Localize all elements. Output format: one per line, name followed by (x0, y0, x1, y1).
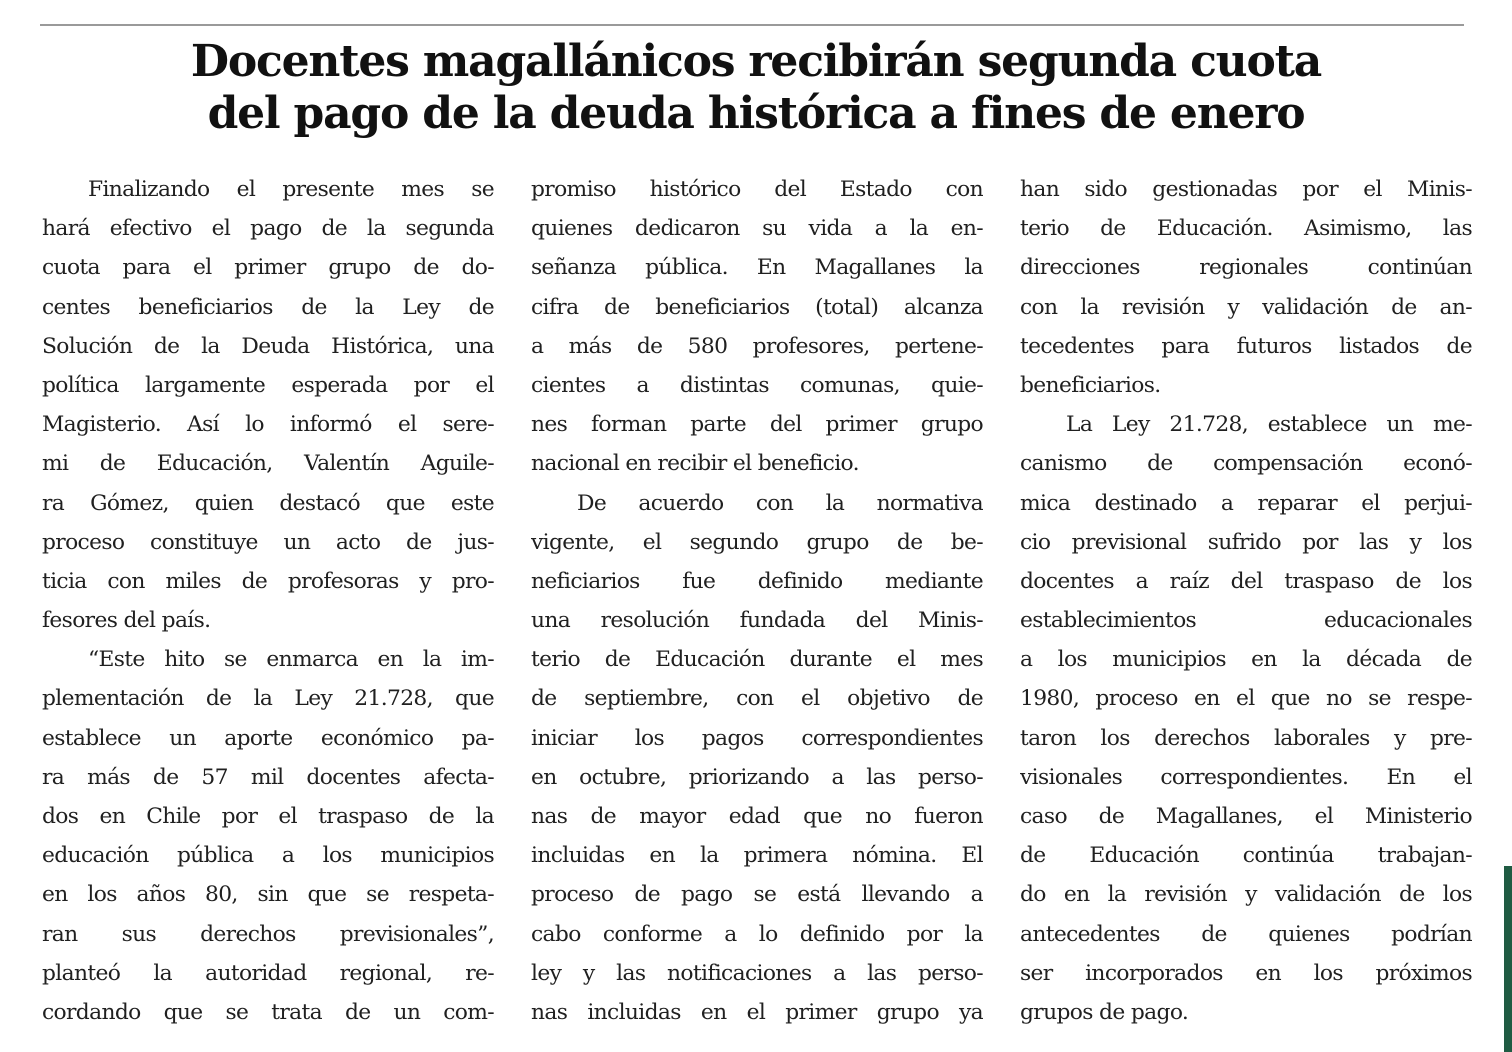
text-line: cifra de beneficiarios (total) alcanza (531, 294, 983, 320)
text-line: do en la revisión y validación de los (1020, 882, 1472, 908)
text-line: centes beneficiarios de la Ley de (42, 294, 494, 320)
text-line: establece un aporte económico pa- (42, 725, 494, 751)
text-line: establecimientos educacionales (1020, 608, 1472, 634)
text-line: taron los derechos laborales y pre- (1020, 725, 1472, 751)
text-line: proceso constituye un acto de jus- (42, 529, 494, 555)
text-line: señanza pública. En Magallanes la (531, 255, 983, 281)
text-line: terio de Educación durante el mes (531, 647, 983, 673)
text-line: visionales correspondientes. En el (1020, 764, 1472, 790)
text-line: cuota para el primer grupo de do- (42, 255, 494, 281)
text-line: planteó la autoridad regional, re- (42, 960, 494, 986)
text-line: a los municipios en la década de (1020, 647, 1472, 673)
text-line: terio de Educación. Asimismo, las (1020, 216, 1472, 242)
text-line: cabo conforme a lo definido por la (531, 921, 983, 947)
text-line: fesores del país. (42, 608, 211, 634)
text-line: promiso histórico del Estado con (531, 177, 983, 202)
text-line: canismo de compensación econó- (1020, 451, 1472, 477)
text-line: de Educación continúa trabajan- (1020, 843, 1472, 869)
text-line: de septiembre, con el objetivo de (531, 686, 983, 712)
text-line: nas de mayor edad que no fueron (531, 804, 983, 829)
text-line: una resolución fundada del Minis- (531, 608, 983, 634)
top-rule (40, 24, 1464, 26)
text-line: ser incorporados en los próximos (1020, 960, 1472, 986)
text-line: 1980, proceso en el que no se respe- (1020, 686, 1472, 712)
article-column-3 (1020, 170, 1472, 1032)
text-line: hará efectivo el pago de la segunda (42, 216, 494, 242)
text-line: en los años 80, sin que se respeta- (42, 882, 494, 908)
text-line: ley y las notificaciones a las perso- (531, 960, 983, 986)
text-line: ra Gómez, quien destacó que este (42, 490, 494, 516)
text-line: en octubre, priorizando a las perso- (531, 764, 983, 790)
text-line: grupos de pago. (1020, 999, 1189, 1025)
text-line: vigente, el segundo grupo de be- (531, 529, 983, 555)
text-line: nacional en recibir el beneficio. (531, 451, 859, 477)
text-line: han sido gestionadas por el Minis- (1020, 177, 1472, 202)
text-line: política largamente esperada por el (42, 372, 494, 398)
text-line: mica destinado a reparar el perjui- (1020, 490, 1472, 516)
text-line: La Ley 21.728, establece un me- (1066, 412, 1472, 438)
article-column-1 (42, 170, 494, 1032)
text-line: direcciones regionales continúan (1020, 255, 1472, 281)
text-line: neficiarios fue definido mediante (531, 568, 983, 594)
headline (40, 36, 1472, 140)
text-line: mi de Educación, Valentín Aguile- (42, 451, 494, 477)
article-column-2 (531, 170, 983, 1032)
text-line: caso de Magallanes, el Ministerio (1020, 804, 1472, 829)
text-line: cordando que se trata de un com- (42, 999, 494, 1025)
text-line: beneficiarios. (1020, 372, 1161, 398)
text-line: antecedentes de quienes podrían (1020, 921, 1472, 947)
text-line: nes forman parte del primer grupo (531, 412, 983, 438)
text-line: incluidas en la primera nómina. El (531, 843, 983, 869)
text-line: ra más de 57 mil docentes afecta- (42, 764, 494, 790)
text-line: plementación de la Ley 21.728, que (42, 686, 494, 712)
text-line: educación pública a los municipios (42, 843, 494, 869)
text-line: docentes a raíz del traspaso de los (1020, 568, 1472, 594)
text-line: cio previsional sufrido por las y los (1020, 529, 1472, 555)
text-line: cientes a distintas comunas, quie- (531, 372, 983, 398)
text-line: con la revisión y validación de an- (1020, 294, 1472, 320)
text-line: dos en Chile por el traspaso de la (42, 804, 494, 829)
text-line: iniciar los pagos correspondientes (531, 725, 983, 751)
text-line: quienes dedicaron su vida a la en- (531, 216, 983, 242)
text-line: proceso de pago se está llevando a (531, 882, 983, 908)
text-line: Finalizando el presente mes se (88, 177, 494, 202)
text-line: tecedentes para futuros listados de (1020, 333, 1472, 359)
text-line: ran sus derechos previsionales”, (42, 921, 494, 947)
text-line: Solución de la Deuda Histórica, una (42, 333, 494, 359)
headline-line-1: Docentes magallánicos recibirán segunda cuota (190, 36, 1322, 87)
text-line: nas incluidas en el primer grupo ya (531, 999, 983, 1025)
text-line: Magisterio. Así lo informó el sere- (42, 412, 494, 438)
right-edge-accent (1504, 866, 1512, 1052)
text-line: a más de 580 profesores, pertene- (531, 333, 983, 359)
text-line: “Este hito se enmarca en la im- (88, 647, 494, 673)
text-line: De acuerdo con la normativa (577, 490, 983, 516)
text-line: ticia con miles de profesoras y pro- (42, 568, 494, 594)
headline-line-2: del pago de la deuda histórica a fines de enero (207, 88, 1305, 139)
